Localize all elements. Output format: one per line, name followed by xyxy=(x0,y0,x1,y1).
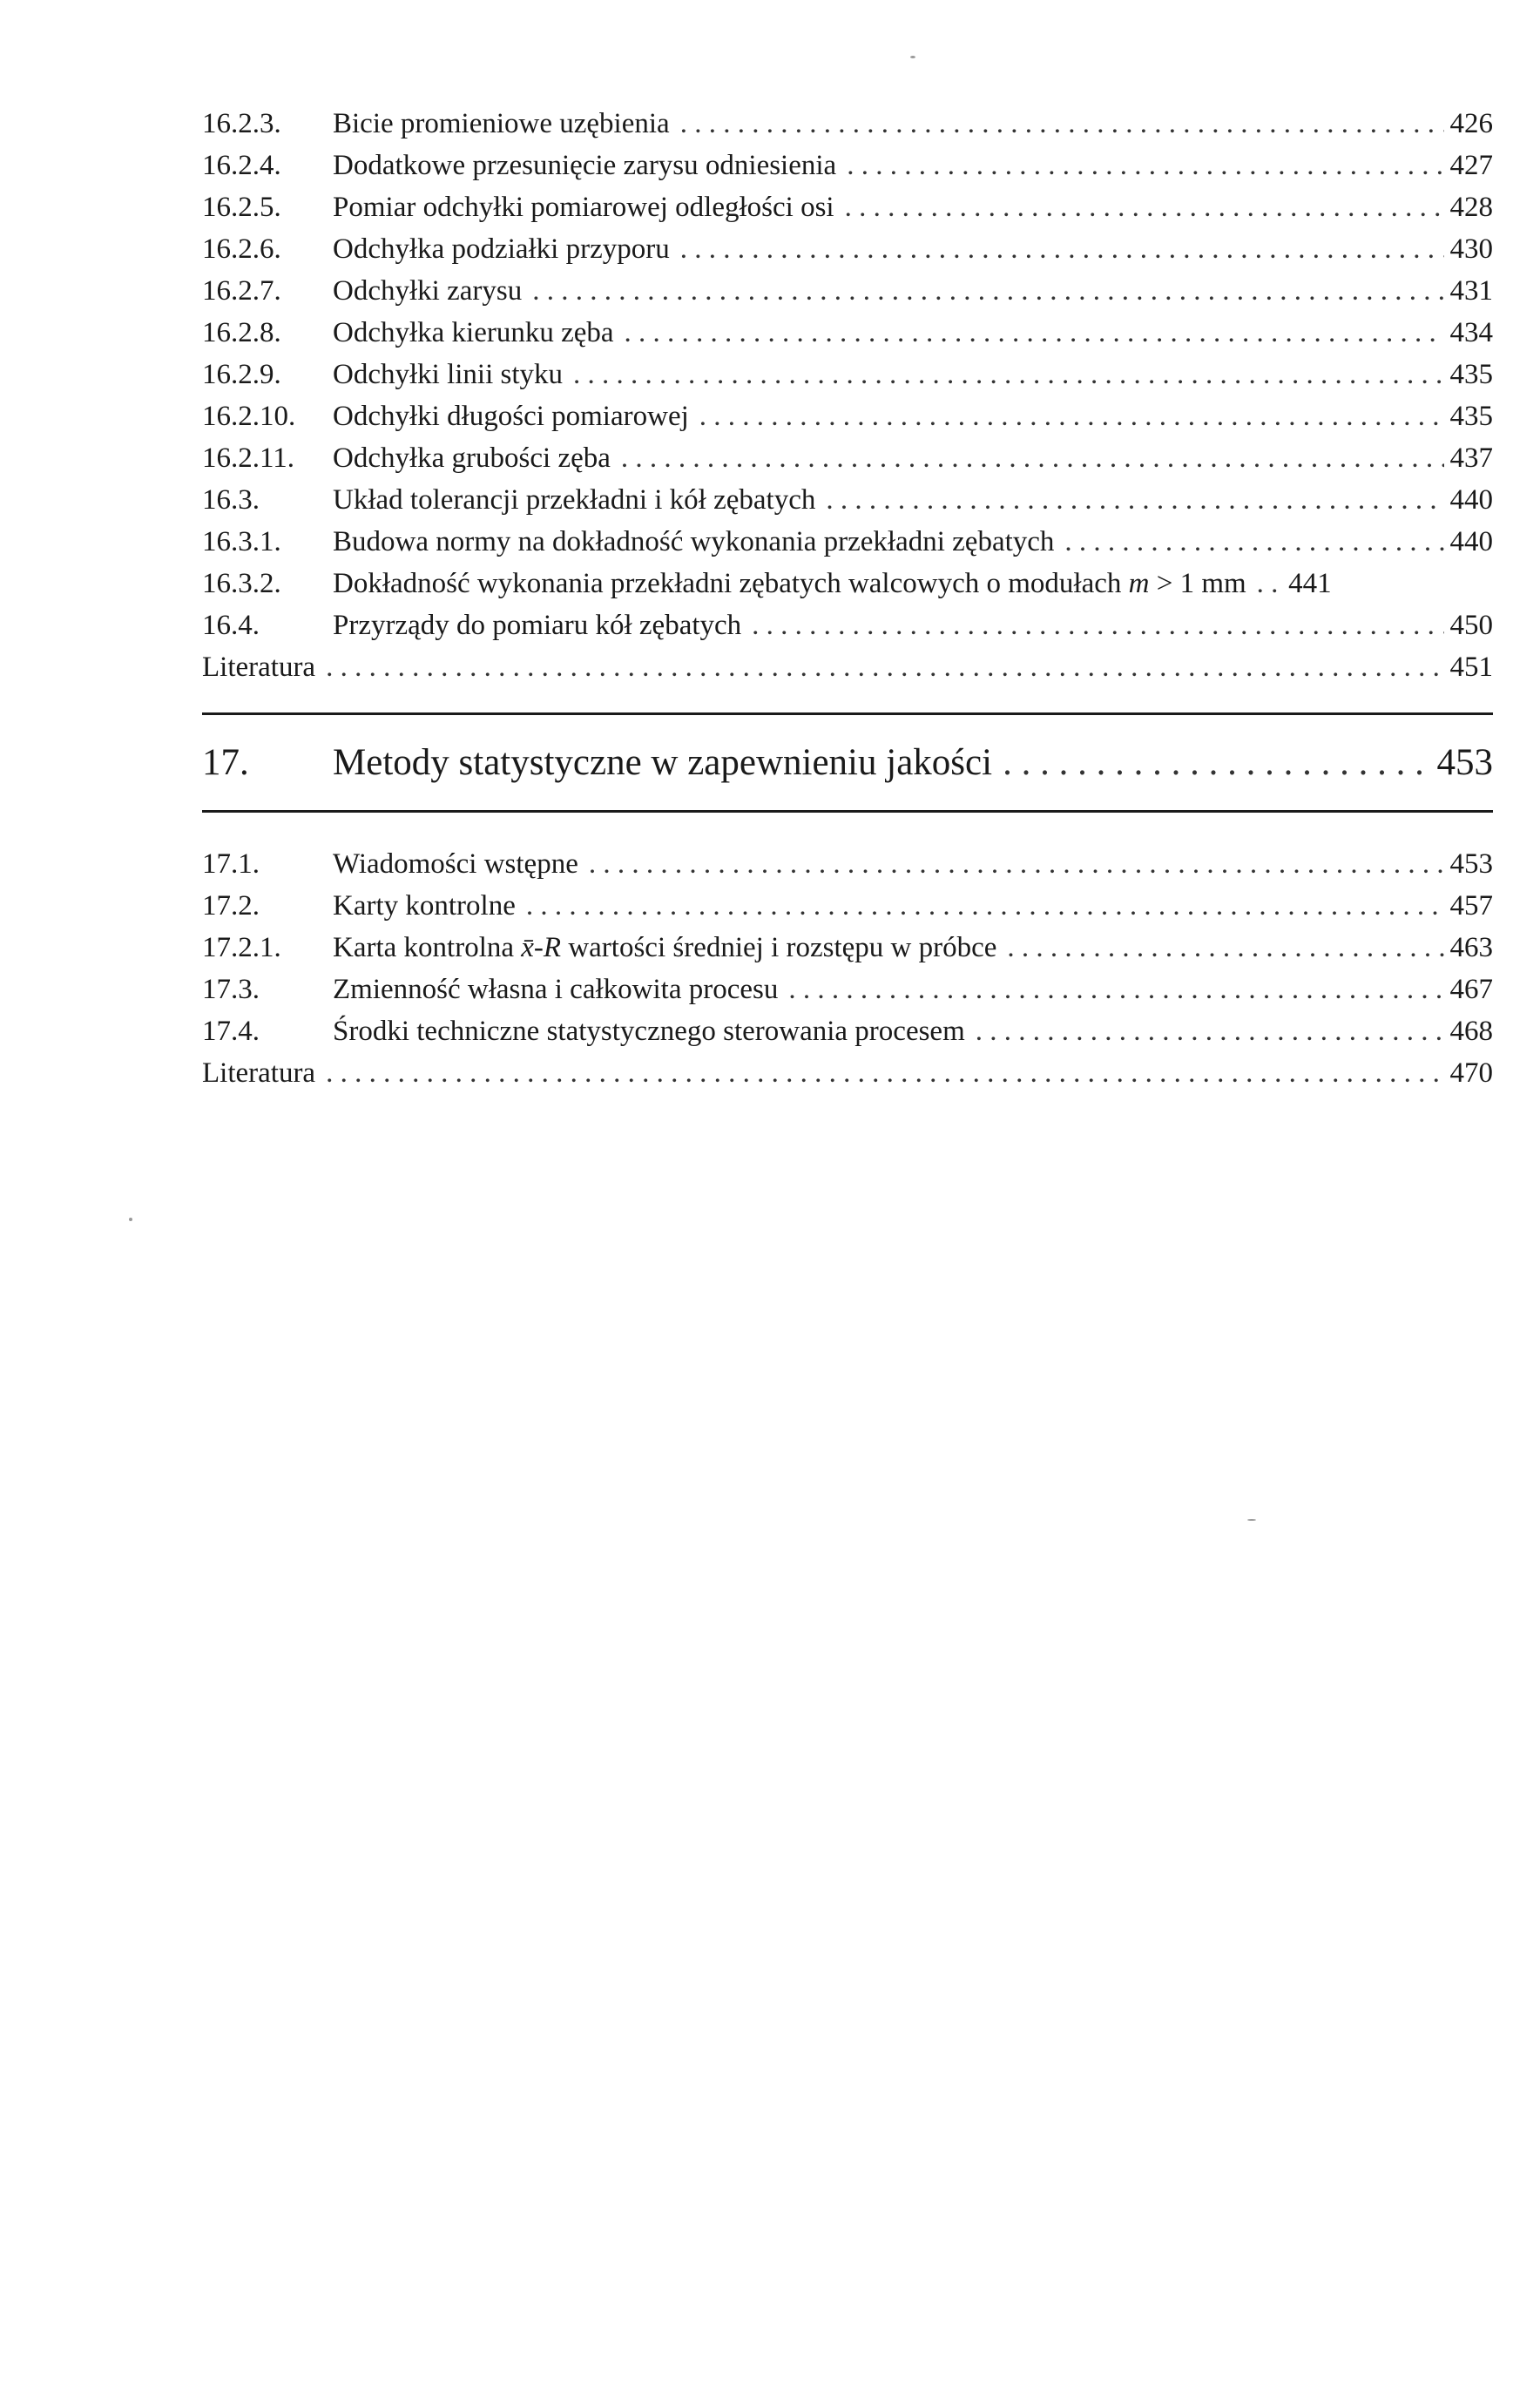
toc-entry: 16.2.4. Dodatkowe przesunięcie zarysu odniesienia . . . 427 xyxy=(202,145,1493,186)
scan-speck xyxy=(1247,1519,1256,1521)
toc-entry: 16.2.9. Odchyłki linii styku . . . 435 xyxy=(202,354,1493,395)
toc-entry: 16.3.1. Budowa normy na dokładność wykonania przekładni zębatych . . . 440 xyxy=(202,521,1493,563)
toc-entry: 17.2.1. Karta kontrolna x̄-R wartości średniej i rozstępu w próbce . . . 463 xyxy=(202,927,1493,969)
toc-entry: 16.4. Przyrządy do pomiaru kół zębatych . . . 450 xyxy=(202,604,1493,646)
toc-entry: 16.2.5. Pomiar odchyłki pomiarowej odległości osi . . . 428 xyxy=(202,186,1493,228)
toc-entry: 16.2.11. Odchyłka grubości zęba . . . 437 xyxy=(202,437,1493,479)
toc-entry: 17.3. Zmienność własna i całkowita procesu . . . 467 xyxy=(202,969,1493,1010)
math-symbol: m xyxy=(1128,568,1150,599)
toc-entry: 16.2.3. Bicie promieniowe uzębienia . . . 426 xyxy=(202,103,1493,145)
toc-literature: Literatura . . . 451 xyxy=(202,646,1493,688)
toc-entry: 16.3.2. Dokładność wykonania przekładni zębatych walcowych o modułach m > 1 mm . . . 441 xyxy=(202,563,1493,604)
toc-entry: 16.2.7. Odchyłki zarysu . . . 431 xyxy=(202,270,1493,312)
scan-speck xyxy=(910,56,915,58)
chapter-heading: 17. Metody statystyczne w zapewnieniu jakości . . . 453 xyxy=(202,728,1493,798)
toc-entry: 16.3. Układ tolerancji przekładni i kół zębatych . . . 440 xyxy=(202,479,1493,521)
toc-section-17 xyxy=(202,843,1493,1094)
toc-entry: 17.1. Wiadomości wstępne . . . 453 xyxy=(202,843,1493,885)
chapter-rule-bottom xyxy=(202,810,1493,813)
scan-speck xyxy=(129,1218,132,1221)
toc-literature: Literatura . . . 470 xyxy=(202,1052,1493,1094)
math-symbol: x̄-R xyxy=(521,932,562,963)
toc-entry: 16.2.8. Odchyłka kierunku zęba . . . 434 xyxy=(202,312,1493,354)
toc-entry: 16.2.6. Odchyłka podziałki przyporu . . . 430 xyxy=(202,228,1493,270)
toc-entry: 16.2.10. Odchyłki długości pomiarowej . . . 435 xyxy=(202,395,1493,437)
toc-section-16 xyxy=(202,103,1493,688)
chapter-rule-top xyxy=(202,712,1493,715)
toc-entry: 17.4. Środki techniczne statystycznego sterowania procesem . . . 468 xyxy=(202,1010,1493,1052)
toc-entry: 17.2. Karty kontrolne . . . 457 xyxy=(202,885,1493,927)
